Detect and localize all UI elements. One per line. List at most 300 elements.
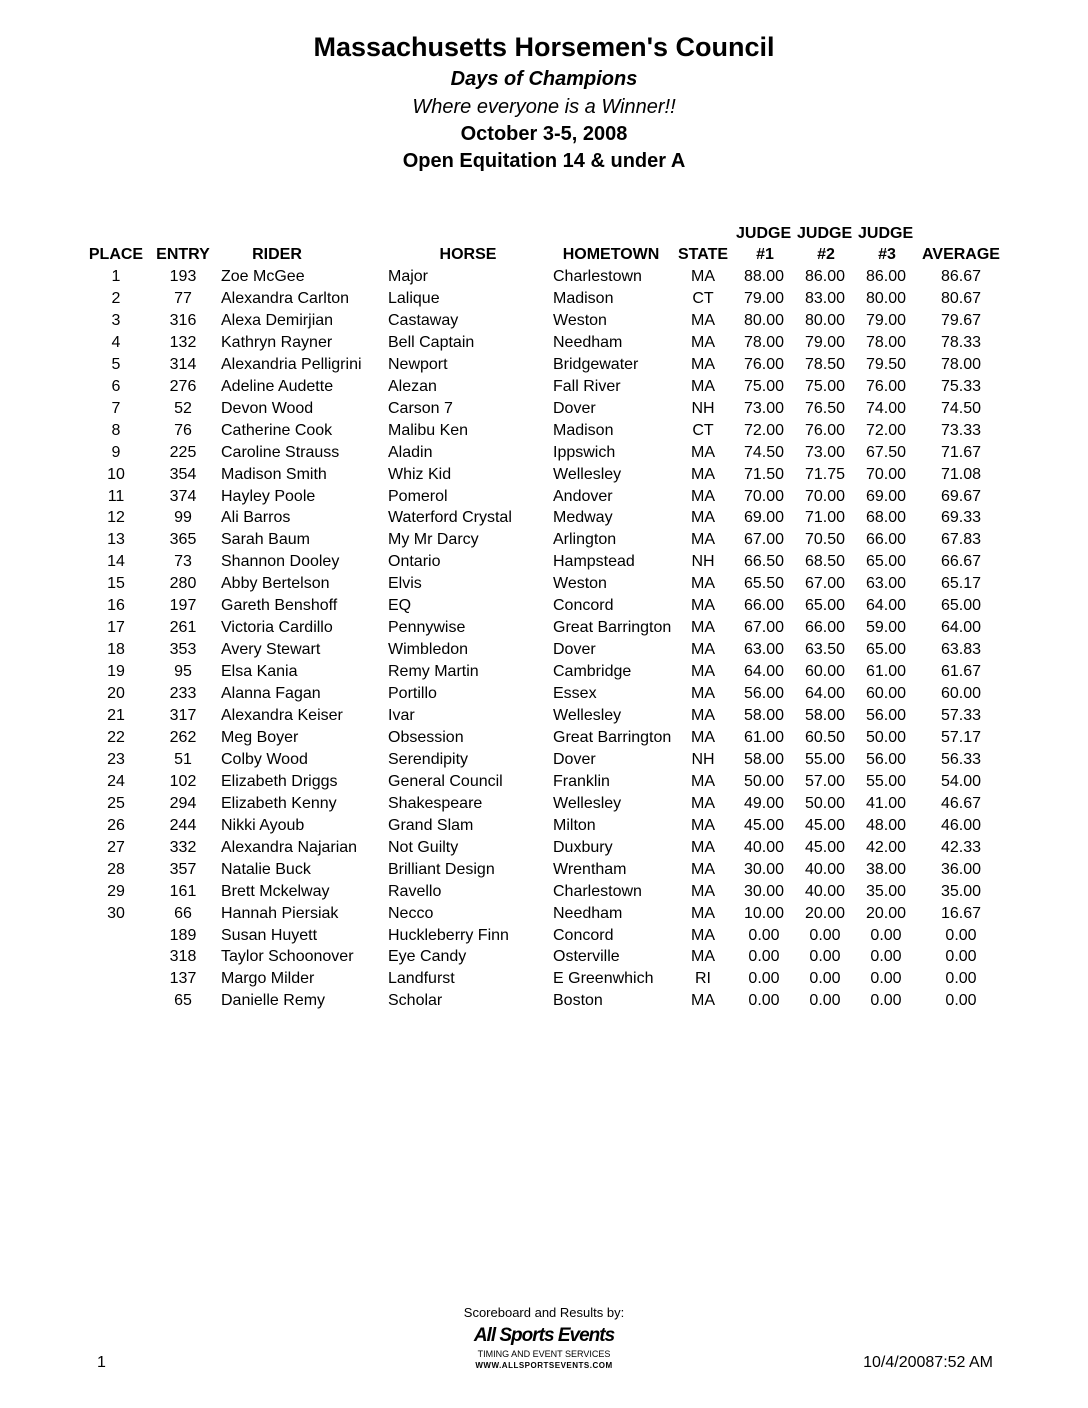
table-row [0, 729, 1088, 751]
cell-entry: 137 [169, 970, 197, 988]
cell-avg: 86.67 [940, 268, 982, 285]
cell-j3: 76.00 [865, 377, 907, 395]
cell-hometown: Wellesley [553, 465, 622, 483]
cell-j2: 71.00 [804, 509, 846, 527]
cell-entry: 76 [174, 421, 192, 439]
cell-place: 10 [107, 465, 125, 483]
col-header-judge-3: #3 [878, 246, 896, 263]
cell-rider: Madison Smith [221, 465, 327, 483]
cell-state: MA [691, 926, 715, 944]
cell-horse: Not Guilty [388, 838, 459, 856]
cell-entry: 318 [169, 948, 197, 966]
cell-j1: 65.50 [743, 575, 785, 593]
page-number: 1 [97, 1354, 106, 1371]
table-row [0, 663, 1088, 685]
col-header-hometown: HOMETOWN [562, 246, 660, 263]
table-row [0, 992, 1088, 1014]
cell-j3: 63.00 [865, 575, 907, 593]
cell-state: MA [691, 707, 715, 724]
cell-state: MA [691, 355, 715, 373]
table-row [0, 509, 1088, 531]
cell-j1: 88.00 [743, 268, 785, 285]
cell-avg: 78.00 [940, 355, 982, 373]
cell-j2: 83.00 [804, 289, 846, 307]
table-row [0, 927, 1088, 949]
cell-j3: 59.00 [865, 619, 907, 637]
cell-state: NH [691, 750, 715, 768]
cell-j3: 0.00 [870, 992, 902, 1010]
cell-avg: 35.00 [940, 882, 982, 900]
col-header-judge-2: #2 [817, 246, 835, 263]
table-row [0, 597, 1088, 619]
cell-horse: Ravello [388, 882, 442, 900]
cell-hometown: Bridgewater [553, 355, 639, 373]
cell-entry: 262 [169, 729, 197, 746]
cell-j3: 68.00 [865, 509, 907, 527]
cell-horse: Necco [388, 904, 434, 922]
col-header-judge-1: #1 [756, 246, 774, 263]
cell-avg: 71.67 [940, 443, 982, 461]
cell-j2: 58.00 [804, 707, 846, 724]
cell-j2: 55.00 [804, 750, 846, 768]
cell-rider: Alexandra Keiser [221, 707, 343, 724]
cell-j1: 72.00 [743, 421, 785, 439]
cell-hometown: Franklin [553, 772, 610, 790]
cell-avg: 42.33 [940, 838, 982, 856]
cell-j2: 86.00 [804, 268, 846, 285]
table-row [0, 948, 1088, 970]
cell-entry: 52 [174, 399, 192, 417]
cell-place: 8 [111, 421, 121, 439]
cell-avg: 16.67 [940, 904, 982, 922]
cell-horse: EQ [388, 597, 412, 615]
cell-state: MA [691, 816, 715, 834]
judge-header-1: JUDGE [736, 225, 792, 242]
cell-j1: 80.00 [743, 311, 785, 329]
table-row [0, 641, 1088, 663]
cell-hometown: Essex [553, 685, 597, 702]
cell-avg: 60.00 [940, 685, 982, 702]
cell-j2: 66.00 [804, 619, 846, 637]
cell-avg: 75.33 [940, 377, 982, 395]
print-timestamp: 10/4/20087:52 AM [863, 1354, 993, 1371]
cell-j1: 76.00 [743, 355, 785, 373]
cell-avg: 71.08 [940, 465, 982, 483]
cell-horse: Portillo [388, 685, 437, 702]
col-header-rider: RIDER [252, 246, 302, 263]
cell-j1: 74.50 [743, 443, 785, 461]
cell-j1: 78.00 [743, 333, 785, 351]
cell-j1: 66.00 [743, 597, 785, 615]
cell-avg: 46.67 [940, 794, 982, 812]
cell-horse: Eye Candy [388, 948, 467, 966]
cell-hometown: Madison [553, 421, 614, 439]
cell-state: MA [691, 443, 715, 461]
cell-hometown: Wellesley [553, 707, 622, 724]
cell-j2: 20.00 [804, 904, 846, 922]
cell-j3: 20.00 [865, 904, 907, 922]
cell-rider: Nikki Ayoub [221, 816, 305, 834]
cell-rider: Margo Milder [221, 970, 315, 988]
cell-horse: Pennywise [388, 619, 466, 637]
cell-j2: 75.00 [804, 377, 846, 395]
cell-j3: 69.00 [865, 487, 907, 505]
cell-entry: 65 [174, 992, 192, 1010]
cell-j2: 0.00 [809, 992, 841, 1010]
cell-avg: 65.00 [940, 597, 982, 615]
cell-avg: 69.67 [940, 487, 982, 505]
cell-place: 11 [107, 487, 125, 505]
cell-rider: Caroline Strauss [221, 443, 340, 461]
cell-entry: 197 [169, 597, 197, 615]
cell-place: 27 [107, 838, 125, 856]
cell-horse: Shakespeare [388, 794, 483, 812]
cell-horse: My Mr Darcy [388, 531, 479, 549]
cell-hometown: Charlestown [553, 882, 642, 900]
cell-horse: Bell Captain [388, 333, 475, 351]
cell-place: 22 [107, 729, 125, 746]
cell-hometown: Wellesley [553, 794, 622, 812]
cell-rider: Adeline Audette [221, 377, 334, 395]
cell-avg: 69.33 [940, 509, 982, 527]
cell-j3: 35.00 [865, 882, 907, 900]
cell-hometown: Arlington [553, 531, 617, 549]
cell-place: 2 [111, 289, 121, 307]
cell-j3: 74.00 [865, 399, 907, 417]
table-row [0, 707, 1088, 729]
cell-j1: 56.00 [743, 685, 785, 702]
cell-state: NH [691, 399, 715, 417]
cell-j2: 40.00 [804, 860, 846, 878]
cell-j3: 56.00 [865, 707, 907, 724]
cell-place: 29 [107, 882, 125, 900]
cell-rider: Danielle Remy [221, 992, 326, 1010]
cell-j1: 49.00 [743, 794, 785, 812]
cell-j3: 55.00 [865, 772, 907, 790]
cell-j3: 70.00 [865, 465, 907, 483]
cell-j1: 50.00 [743, 772, 785, 790]
cell-avg: 80.67 [940, 289, 982, 307]
cell-entry: 66 [174, 904, 192, 922]
cell-j1: 75.00 [743, 377, 785, 395]
cell-rider: Zoe McGee [221, 268, 305, 285]
cell-entry: 99 [174, 509, 192, 527]
cell-hometown: Great Barrington [553, 619, 672, 637]
company-tagline: TIMING AND EVENT SERVICES [477, 1349, 611, 1359]
cell-horse: Aladin [388, 443, 433, 461]
company-website: WWW.ALLSPORTSEVENTS.COM [475, 1361, 613, 1370]
cell-horse: General Council [388, 772, 503, 790]
cell-entry: 161 [169, 882, 197, 900]
cell-state: MA [691, 772, 715, 790]
cell-place: 16 [107, 597, 125, 615]
cell-avg: 64.00 [940, 619, 982, 637]
cell-place: 12 [107, 509, 125, 527]
table-row [0, 378, 1088, 400]
cell-j2: 60.50 [804, 729, 846, 746]
cell-entry: 189 [169, 926, 197, 944]
cell-j2: 63.50 [804, 641, 846, 659]
cell-j3: 72.00 [865, 421, 907, 439]
cell-hometown: E Greenwhich [553, 970, 654, 988]
cell-j3: 60.00 [865, 685, 907, 702]
cell-place: 20 [107, 685, 125, 702]
cell-hometown: Concord [553, 926, 614, 944]
cell-avg: 0.00 [945, 992, 977, 1010]
event-name: Days of Champions [450, 68, 638, 90]
cell-j3: 0.00 [870, 948, 902, 966]
table-row [0, 575, 1088, 597]
cell-j1: 58.00 [743, 750, 785, 768]
cell-j3: 86.00 [865, 268, 907, 285]
judge-header-3: JUDGE [858, 225, 914, 242]
cell-j1: 0.00 [748, 948, 780, 966]
cell-entry: 280 [169, 575, 197, 593]
cell-horse: Pomerol [388, 487, 448, 505]
cell-horse: Carson 7 [388, 399, 453, 417]
cell-j3: 65.00 [865, 553, 907, 571]
cell-hometown: Great Barrington [553, 729, 672, 746]
table-row [0, 531, 1088, 553]
cell-state: MA [691, 268, 715, 285]
cell-horse: Grand Slam [388, 816, 474, 834]
cell-j1: 61.00 [743, 729, 785, 746]
cell-j3: 64.00 [865, 597, 907, 615]
cell-state: MA [691, 663, 715, 681]
cell-entry: 102 [169, 772, 197, 790]
cell-j3: 61.00 [865, 663, 907, 681]
cell-entry: 244 [169, 816, 197, 834]
table-row [0, 356, 1088, 378]
cell-j1: 71.50 [743, 465, 785, 483]
table-row [0, 619, 1088, 641]
cell-state: MA [691, 882, 715, 900]
cell-rider: Elizabeth Kenny [221, 794, 337, 812]
cell-avg: 63.83 [940, 641, 982, 659]
cell-j2: 71.75 [804, 465, 846, 483]
cell-entry: 77 [174, 289, 192, 307]
cell-j3: 0.00 [870, 926, 902, 944]
cell-rider: Abby Bertelson [221, 575, 330, 593]
cell-rider: Alexandria Pelligrini [221, 355, 362, 373]
event-slogan: Where everyone is a Winner!! [412, 96, 676, 118]
cell-j1: 70.00 [743, 487, 785, 505]
cell-place: 30 [107, 904, 125, 922]
table-row [0, 268, 1088, 290]
col-header-entry: ENTRY [156, 246, 210, 263]
cell-place: 24 [107, 772, 125, 790]
cell-hometown: Fall River [553, 377, 621, 395]
cell-j2: 50.00 [804, 794, 846, 812]
cell-entry: 51 [174, 750, 192, 768]
col-header-horse: HORSE [439, 246, 497, 263]
cell-rider: Sarah Baum [221, 531, 310, 549]
cell-entry: 95 [174, 663, 192, 681]
cell-j1: 45.00 [743, 816, 785, 834]
cell-horse: Remy Martin [388, 663, 479, 681]
cell-j3: 78.00 [865, 333, 907, 351]
cell-hometown: Cambridge [553, 663, 632, 681]
cell-entry: 73 [174, 553, 192, 571]
cell-avg: 56.33 [940, 750, 982, 768]
results-by-label: Scoreboard and Results by: [463, 1305, 625, 1320]
cell-j3: 0.00 [870, 970, 902, 988]
cell-j2: 80.00 [804, 311, 846, 329]
cell-rider: Taylor Schoonover [221, 948, 354, 966]
cell-j3: 67.50 [865, 443, 907, 461]
cell-j3: 42.00 [865, 838, 907, 856]
col-header-average: AVERAGE [922, 246, 1000, 263]
cell-avg: 61.67 [940, 663, 982, 681]
cell-horse: Obsession [388, 729, 464, 746]
cell-hometown: Boston [553, 992, 603, 1010]
cell-avg: 54.00 [940, 772, 982, 790]
cell-avg: 65.17 [940, 575, 982, 593]
cell-state: MA [691, 575, 715, 593]
cell-horse: Malibu Ken [388, 421, 469, 439]
table-row [0, 444, 1088, 466]
cell-state: MA [691, 619, 715, 637]
cell-j2: 57.00 [804, 772, 846, 790]
cell-j3: 38.00 [865, 860, 907, 878]
cell-state: RI [695, 970, 711, 988]
cell-horse: Newport [388, 355, 448, 373]
event-dates: October 3-5, 2008 [460, 123, 628, 145]
cell-avg: 57.33 [940, 707, 982, 724]
cell-place: 23 [107, 750, 125, 768]
cell-hometown: Dover [553, 750, 596, 768]
cell-hometown: Concord [553, 597, 614, 615]
cell-j2: 45.00 [804, 816, 846, 834]
table-row [0, 773, 1088, 795]
cell-avg: 0.00 [945, 948, 977, 966]
table-row [0, 685, 1088, 707]
cell-j1: 0.00 [748, 992, 780, 1010]
cell-hometown: Milton [553, 816, 596, 834]
cell-state: MA [691, 838, 715, 856]
cell-rider: Ali Barros [221, 509, 291, 527]
table-row [0, 883, 1088, 905]
cell-state: MA [691, 860, 715, 878]
cell-place: 19 [107, 663, 125, 681]
cell-j3: 65.00 [865, 641, 907, 659]
cell-hometown: Weston [553, 311, 607, 329]
table-row [0, 905, 1088, 927]
cell-place: 17 [107, 619, 125, 637]
table-row [0, 400, 1088, 422]
cell-entry: 332 [169, 838, 197, 856]
cell-place: 5 [111, 355, 121, 373]
cell-j1: 58.00 [743, 707, 785, 724]
table-row [0, 861, 1088, 883]
cell-j3: 56.00 [865, 750, 907, 768]
cell-j1: 0.00 [748, 926, 780, 944]
cell-state: CT [692, 289, 714, 307]
cell-state: MA [691, 311, 715, 329]
cell-rider: Catherine Cook [221, 421, 333, 439]
cell-state: MA [691, 641, 715, 659]
cell-place: 3 [111, 311, 121, 329]
cell-state: MA [691, 377, 715, 395]
cell-entry: 317 [169, 707, 197, 724]
cell-state: MA [691, 685, 715, 702]
cell-horse: Wimbledon [388, 641, 469, 659]
cell-state: MA [691, 509, 715, 527]
cell-j1: 67.00 [743, 619, 785, 637]
cell-state: MA [691, 333, 715, 351]
cell-entry: 193 [169, 268, 197, 285]
cell-j2: 76.00 [804, 421, 846, 439]
cell-entry: 225 [169, 443, 197, 461]
cell-rider: Natalie Buck [221, 860, 311, 878]
cell-avg: 46.00 [940, 816, 982, 834]
cell-j1: 30.00 [743, 860, 785, 878]
cell-place: 18 [107, 641, 125, 659]
cell-hometown: Duxbury [553, 838, 613, 856]
cell-place: 15 [107, 575, 125, 593]
cell-horse: Landfurst [388, 970, 455, 988]
table-row [0, 422, 1088, 444]
cell-horse: Brilliant Design [388, 860, 495, 878]
cell-avg: 36.00 [940, 860, 982, 878]
cell-j3: 66.00 [865, 531, 907, 549]
cell-j2: 78.50 [804, 355, 846, 373]
cell-place: 6 [111, 377, 121, 395]
cell-hometown: Weston [553, 575, 607, 593]
cell-rider: Meg Boyer [221, 729, 299, 746]
cell-state: MA [691, 904, 715, 922]
org-title: Massachusetts Horsemen's Council [313, 32, 775, 62]
col-header-place: PLACE [88, 246, 144, 263]
cell-rider: Hayley Poole [221, 487, 316, 505]
cell-j3: 50.00 [865, 729, 907, 746]
cell-avg: 79.67 [940, 311, 982, 329]
cell-j2: 67.00 [804, 575, 846, 593]
cell-rider: Alexa Demirjian [221, 311, 334, 329]
cell-horse: Serendipity [388, 750, 469, 768]
cell-j3: 41.00 [865, 794, 907, 812]
cell-entry: 357 [169, 860, 197, 878]
col-header-state: STATE [677, 246, 729, 263]
cell-place: 9 [111, 443, 121, 461]
cell-horse: Ivar [388, 707, 415, 724]
judge-header-2: JUDGE [797, 225, 853, 242]
cell-place: 13 [107, 531, 125, 549]
cell-j2: 0.00 [809, 970, 841, 988]
cell-entry: 354 [169, 465, 197, 483]
cell-avg: 0.00 [945, 926, 977, 944]
cell-entry: 353 [169, 641, 197, 659]
cell-j2: 70.00 [804, 487, 846, 505]
cell-rider: Kathryn Rayner [221, 333, 333, 351]
cell-hometown: Andover [553, 487, 613, 505]
cell-rider: Elsa Kania [221, 663, 298, 681]
cell-j2: 79.00 [804, 333, 846, 351]
cell-rider: Shannon Dooley [221, 553, 340, 571]
cell-horse: Alezan [388, 377, 437, 395]
cell-place: 4 [111, 333, 121, 351]
cell-avg: 67.83 [940, 531, 982, 549]
cell-entry: 261 [169, 619, 197, 637]
cell-avg: 74.50 [940, 399, 982, 417]
cell-state: MA [691, 531, 715, 549]
cell-state: NH [691, 553, 715, 571]
cell-hometown: Needham [553, 904, 623, 922]
cell-rider: Colby Wood [221, 750, 308, 768]
cell-hometown: Ippswich [553, 443, 616, 461]
cell-j2: 0.00 [809, 948, 841, 966]
table-row [0, 334, 1088, 356]
